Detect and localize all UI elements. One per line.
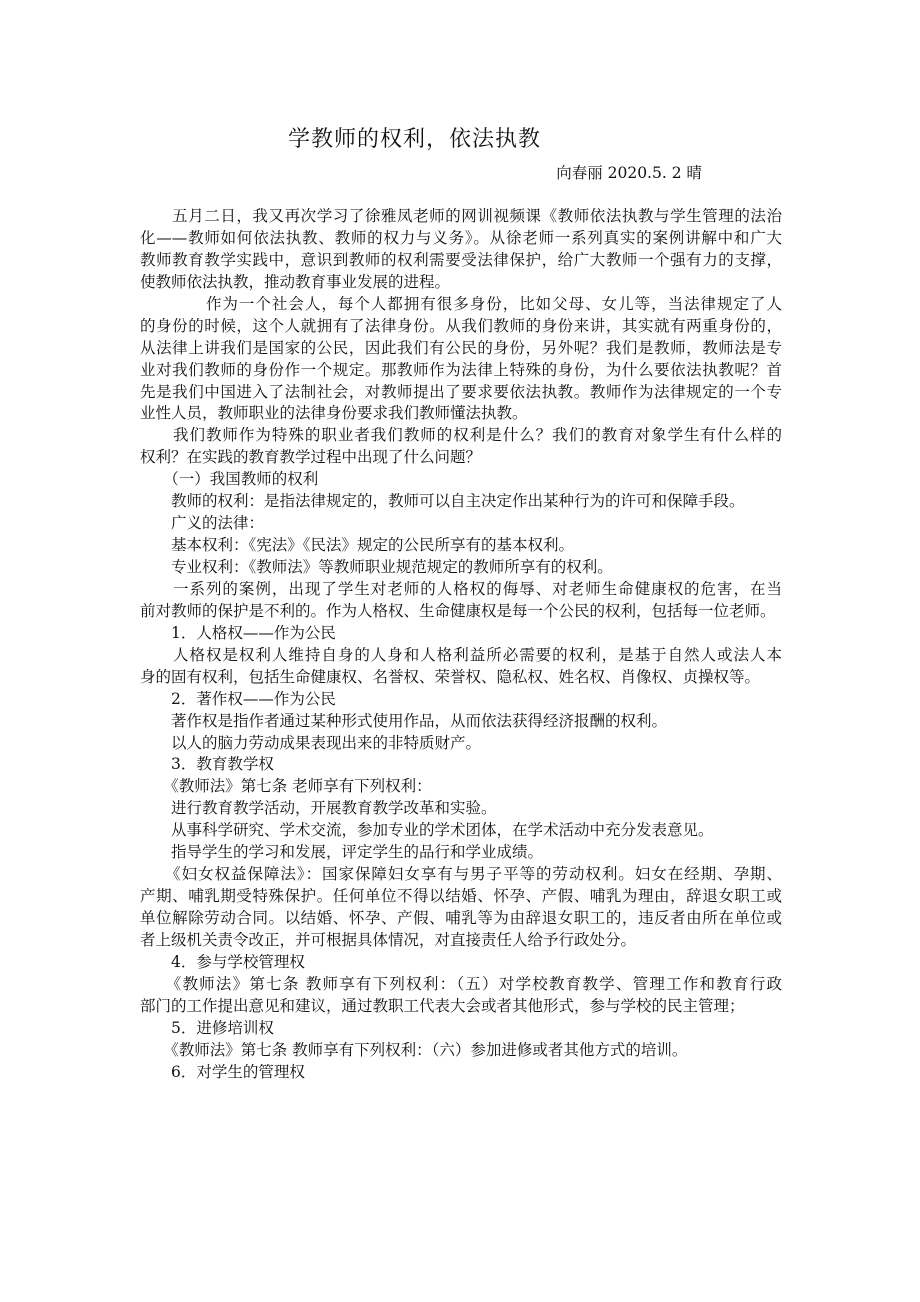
text-line: 部门的工作提出意见和建议，通过教职工代表大会或者其他形式，参与学校的民主管理； xyxy=(140,996,745,1015)
text-line: 的身份的时候，这个人就拥有了法律身份。从我们教师的身份来讲，其实就有两重身份的， xyxy=(140,316,782,335)
text-line: 指导学生的学习和发展，评定学生的品行和学业成绩。 xyxy=(140,843,544,862)
text-line: 以人的脑力劳动成果表现出来的非特质财产。 xyxy=(140,733,482,752)
text-line: 《教师法》第七条 老师享有下列权利： xyxy=(140,777,432,796)
text-line: 从事科学研究、学术交流，参加专业的学术团体，在学术活动中充分发表意见。 xyxy=(140,821,714,840)
text-line: 教师教育教学实践中，意识到教师的权利需要受法律保护，给广大教师一个强有力的支撑， xyxy=(140,250,782,269)
text-line: 《教师法》第七条 教师享有下列权利：（六）参加进修或者其他方式的培训。 xyxy=(140,1040,688,1059)
section-heading: 1．人格权——作为公民 xyxy=(140,623,336,642)
text-line: 先是我们中国进入了法制社会，对教师提出了要求要依法执教。教师作为法律规定的一个专 xyxy=(140,382,782,401)
section-heading: 5．进修培训权 xyxy=(140,1018,274,1037)
section-heading: 3．教育教学权 xyxy=(140,755,274,774)
text-line: 单位解除劳动合同。以结婚、怀孕、产假、哺乳等为由辞退女职工的，违反者由所在单位或 xyxy=(140,909,782,927)
text-line: 《妇女权益保障法》：国家保障妇女享有与男子平等的劳动权利。妇女在经期、孕期、 xyxy=(140,865,782,884)
text-line: 作为一个社会人，每个人都拥有很多身份，比如父母、女儿等，当法律规定了人 xyxy=(140,294,782,313)
section-heading: 6．对学生的管理权 xyxy=(140,1062,305,1081)
text-line: 进行教育教学活动，开展教育教学改革和实验。 xyxy=(140,799,497,818)
section-heading: 2．著作权——作为公民 xyxy=(140,689,336,708)
text-line: 我们教师作为特殊的职业者我们教师的权利是什么？我们的教育对象学生有什么样的 xyxy=(140,426,782,445)
text-line: 前对教师的保护是不利的。作为人格权、生命健康权是每一个公民的权利，包括每一位老师。 xyxy=(140,601,776,620)
text-line: 广义的法律： xyxy=(140,514,265,533)
text-line: 从法律上讲我们是国家的公民，因此我们有公民的身份，另外呢？我们是教师，教师法是专 xyxy=(140,338,782,357)
text-line: 人格权是权利人维持自身的人身和人格利益所必需要的权利，是基于自然人或法人本 xyxy=(140,645,782,664)
document-title: 学教师的权利，依法执教 xyxy=(288,127,542,152)
section-heading: （一）我国教师的权利 xyxy=(140,470,319,489)
text-line: 五月二日，我又再次学习了徐雅凤老师的网训视频课《教师依法执教与学生管理的法治 xyxy=(140,207,782,225)
text-line: 专业权利：《教师法》等教师职业规范规定的教师所享有的权利。 xyxy=(140,558,613,576)
text-line: 使教师依法执教，推动教育事业发展的进程。 xyxy=(140,272,451,291)
text-line: 著作权是指作者通过某种形式使用作品，从而依法获得经济报酬的权利。 xyxy=(140,711,668,730)
text-line: 者上级机关责令改正，并可根据具体情况，对直接责任人给予行政处分。 xyxy=(140,930,637,949)
text-line: 基本权利：《宪法》《民法》规定的公民所享有的基本权利。 xyxy=(140,536,575,555)
text-line: 产期、哺乳期受特殊保护。任何单位不得以结婚、怀孕、产假、哺乳为理由，辞退女职工或 xyxy=(140,887,782,906)
text-line: 《教师法》第七条 教师享有下列权利：（五）对学校教育教学、管理工作和教育行政 xyxy=(140,974,782,993)
text-line: 化——教师如何依法执教、教师的权力与义务》。从徐老师一系列真实的案例讲解中和广大 xyxy=(140,228,782,247)
text-line: 业对我们教师的身份作一个规定。那教师作为法律上特殊的身份，为什么要依法执教呢？首 xyxy=(140,360,782,379)
text-line: 教师的权利：是指法律规定的，教师可以自主决定作出某种行为的许可和保障手段。 xyxy=(140,492,745,511)
author-date-line: 向春丽 2020.5. 2 晴 xyxy=(556,164,702,182)
text-line: 一系列的案例，出现了学生对老师的人格权的侮辱、对老师生命健康权的危害，在当 xyxy=(140,579,782,598)
document-body xyxy=(140,206,782,1084)
section-heading: 4．参与学校管理权 xyxy=(140,952,305,971)
text-line: 身的固有权利，包括生命健康权、名誉权、荣誉权、隐私权、姓名权、肖像权、贞操权等。 xyxy=(140,667,761,686)
text-line: 业性人员，教师职业的法律身份要求我们教师懂法执教。 xyxy=(140,404,528,423)
text-line: 权利？在实践的教育教学过程中出现了什么问题？ xyxy=(140,448,482,467)
